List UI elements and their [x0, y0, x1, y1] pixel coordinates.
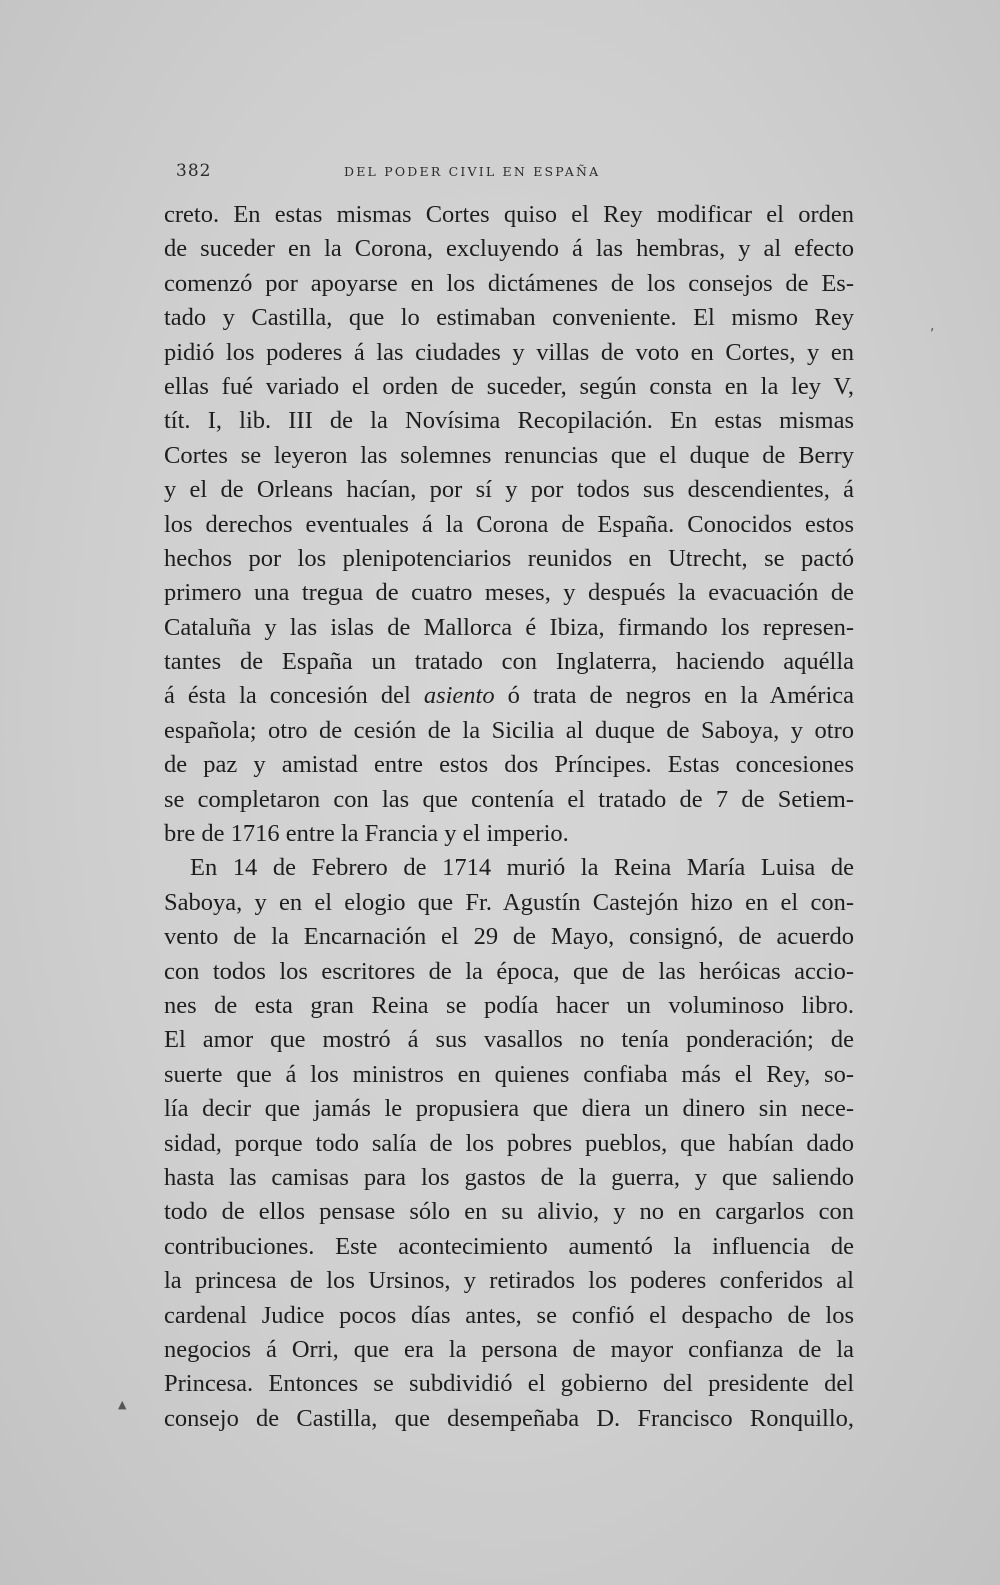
page-number: 382 [176, 161, 212, 181]
text-line: y el de Orleans hacían, por sí y por todos sus descendientes, á [164, 476, 854, 504]
text-line: los derechos eventuales á la Corona de España. Conocidos estos [164, 510, 854, 538]
text-segment: ó trata de negros en la América [494, 682, 854, 710]
text-line: nes de esta gran Reina se podía hacer un voluminoso libro. [164, 991, 854, 1019]
page-header [176, 161, 660, 185]
text-line: hechos por los plenipotenciarios reunidos en Utrecht, se pactó [164, 544, 854, 572]
text-line: Saboya, y en el elogio que Fr. Agustín Castejón hizo en el con- [164, 888, 854, 916]
paper-speck: , [930, 318, 935, 334]
body-text [164, 198, 854, 1436]
text-line: pidió los poderes á las ciudades y villas de voto en Cortes, y en [164, 338, 854, 366]
text-line: suerte que á los ministros en quienes confiaba más el Rey, so- [164, 1060, 854, 1088]
text-line: lía decir que jamás le propusiera que diera un dinero sin nece- [164, 1095, 854, 1123]
running-head: DEL PODER CIVIL EN ESPAÑA [344, 164, 601, 179]
text-line: la princesa de los Ursinos, y retirados los poderes conferidos al [164, 1267, 854, 1295]
paper-speck: ▲ [118, 1398, 127, 1411]
text-line: tantes de España un tratado con Inglaterra, haciendo aquélla [164, 648, 854, 676]
text-segment: á ésta la concesión del [164, 682, 424, 710]
paragraph-first-line: En 14 de Febrero de 1714 murió la Reina María Luisa de [190, 854, 854, 882]
text-line: hasta las camisas para los gastos de la guerra, y que saliendo [164, 1163, 854, 1191]
text-line: tado y Castilla, que lo estimaban conveniente. El mismo Rey [164, 304, 854, 332]
text-line: cardenal Judice pocos días antes, se confió el despacho de los [164, 1301, 854, 1329]
text-line: sidad, porque todo salía de los pobres pueblos, que habían dado [164, 1129, 854, 1157]
text-line: de paz y amistad entre estos dos Príncipes. Estas concesiones [164, 751, 854, 779]
paragraph-last-line: bre de 1716 entre la Francia y el imperio. [164, 820, 569, 848]
text-line: primero una tregua de cuatro meses, y después la evacuación de [164, 579, 854, 607]
text-line: contribuciones. Este acontecimiento aumentó la influencia de [164, 1232, 854, 1260]
text-line: Princesa. Entonces se subdividió el gobierno del presidente del [164, 1370, 854, 1398]
italic-term: asiento [423, 682, 495, 710]
text-line: con todos los escritores de la época, que de las heróicas accio- [164, 957, 854, 985]
text-line: comenzó por apoyarse en los dictámenes de los consejos de Es- [164, 269, 854, 297]
text-line: todo de ellos pensase sólo en su alivio, y no en cargarlos con [164, 1198, 854, 1226]
text-line: se completaron con las que contenía el tratado de 7 de Setiem- [164, 785, 854, 813]
text-line: consejo de Castilla, que desempeñaba D. Francisco Ronquillo, [164, 1404, 854, 1432]
text-line: española; otro de cesión de la Sicilia al duque de Saboya, y otro [164, 716, 854, 744]
text-line: ellas fué variado el orden de suceder, según consta en la ley V, [164, 372, 854, 400]
text-line: Cortes se leyeron las solemnes renuncias que el duque de Berry [164, 441, 854, 469]
text-line: vento de la Encarnación el 29 de Mayo, consignó, de acuerdo [164, 923, 854, 951]
text-line: Cataluña y las islas de Mallorca é Ibiza, firmando los represen- [164, 613, 854, 641]
text-line: creto. En estas mismas Cortes quiso el Rey modificar el orden [164, 201, 854, 228]
text-line: El amor que mostró á sus vasallos no tenía ponderación; de [164, 1026, 854, 1054]
text-line: negocios á Orri, que era la persona de mayor confianza de la [164, 1335, 854, 1363]
text-line: tít. I, lib. III de la Novísima Recopilación. En estas mismas [164, 407, 854, 435]
text-line: de suceder en la Corona, excluyendo á las hembras, y al efecto [164, 235, 854, 263]
text-line-with-italic [164, 679, 854, 713]
